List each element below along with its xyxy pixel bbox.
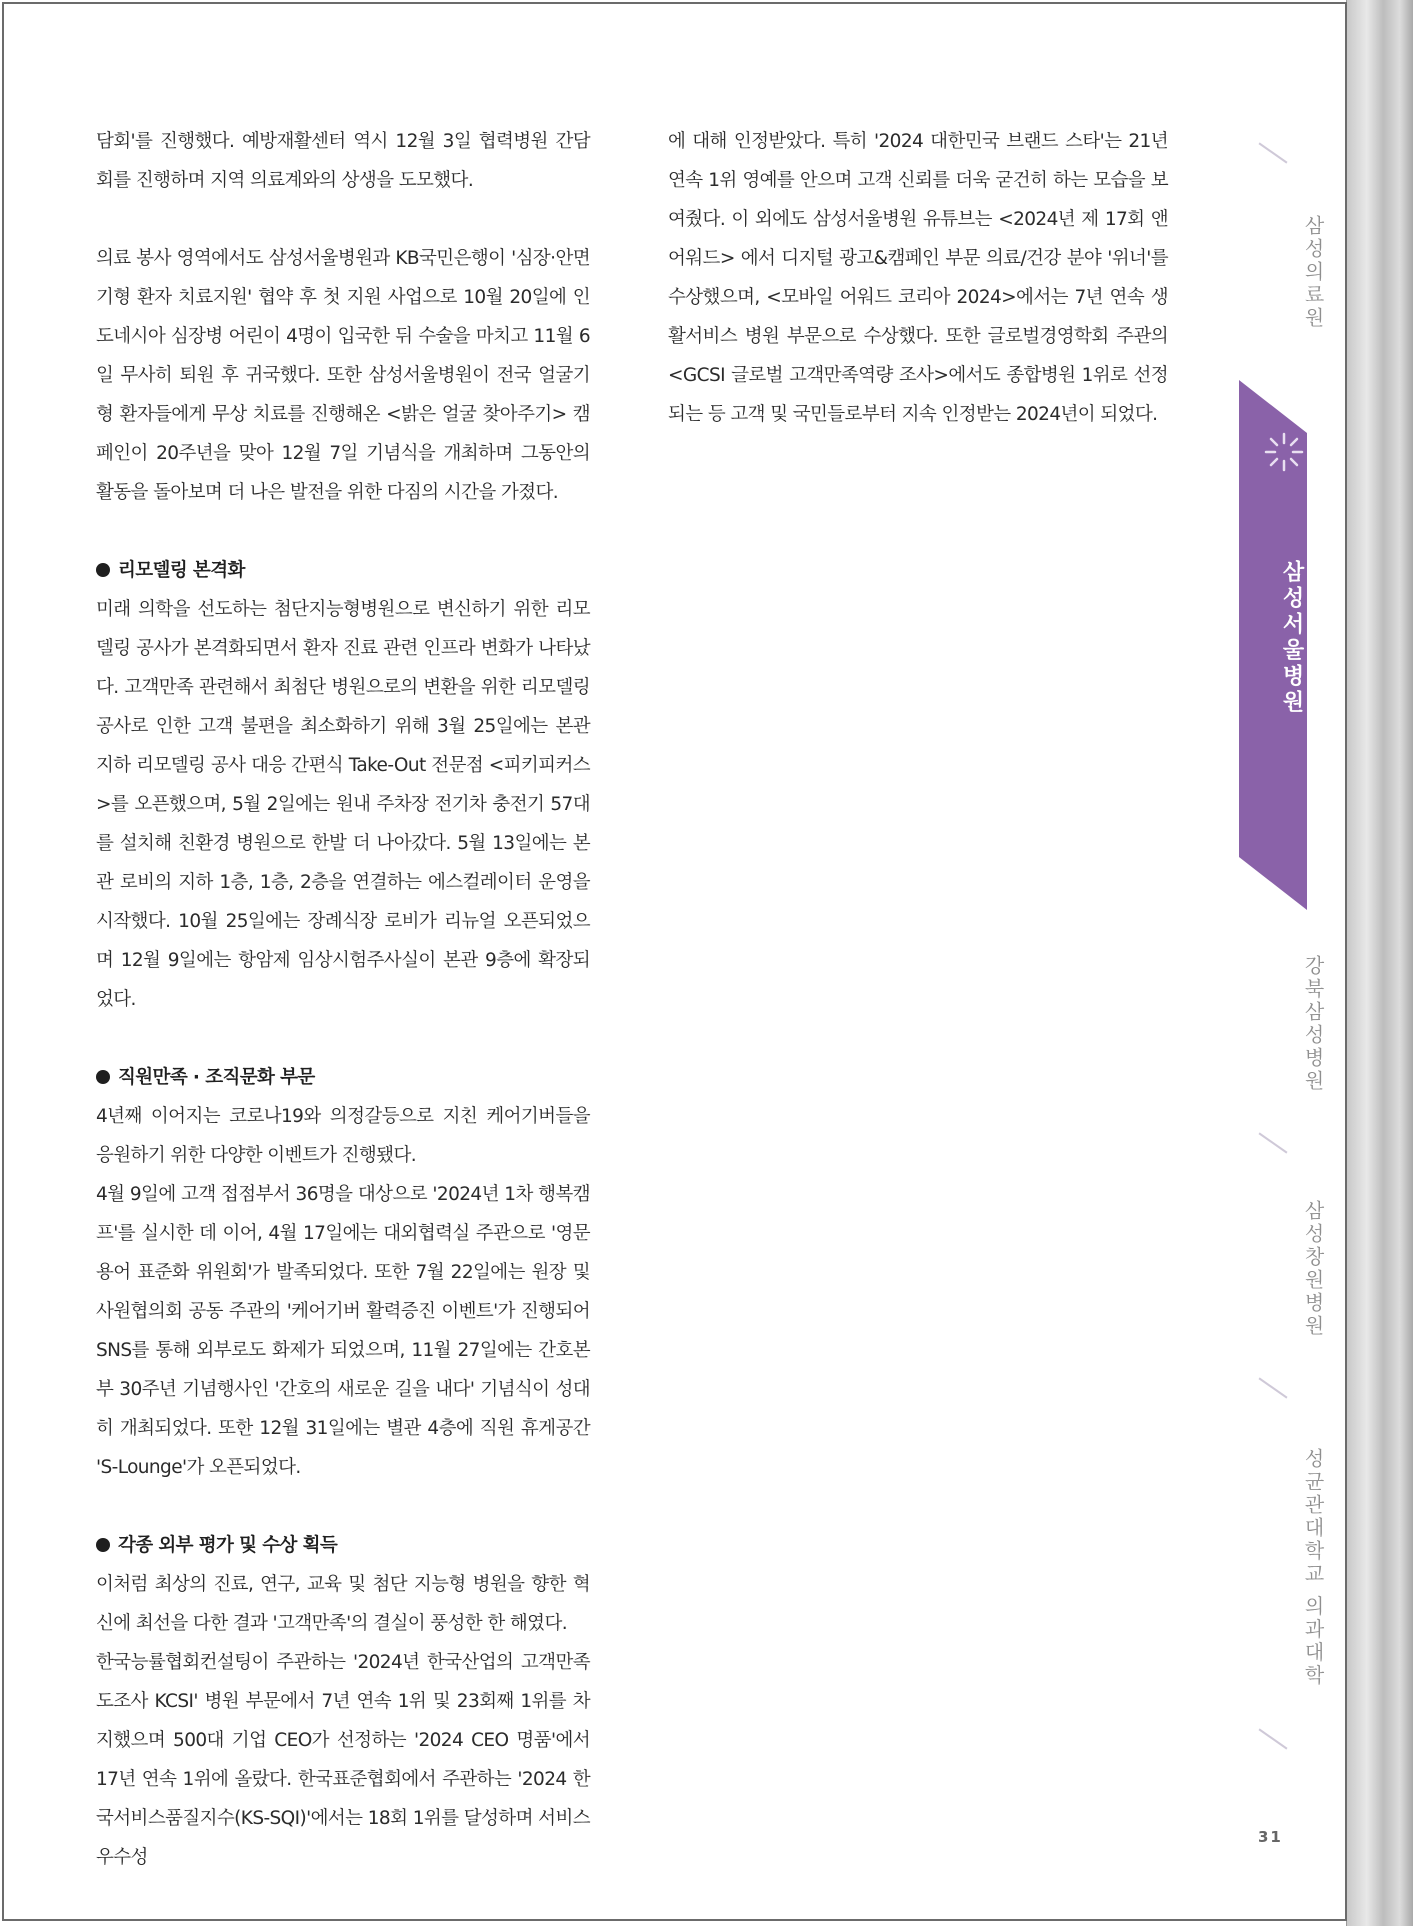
left-column bbox=[96, 122, 590, 1877]
section-heading: 각종 외부 평가 및 수상 획득 bbox=[96, 1526, 590, 1565]
book-page-edge bbox=[1346, 0, 1413, 1926]
bullet-icon bbox=[96, 1070, 110, 1084]
bullet-icon bbox=[96, 563, 110, 577]
tab-samsung-changwon-hospital[interactable]: 삼성창원병원 bbox=[1301, 1200, 1325, 1338]
bullet-icon bbox=[96, 1538, 110, 1552]
right-column bbox=[668, 122, 1168, 434]
section-heading: 리모델링 본격화 bbox=[96, 551, 590, 590]
paragraph: 4월 9일에 고객 접점부서 36명을 대상으로 '2024년 1차 행복캠프'를 실시한 데 이어, 4월 17일에는 대외협력실 주관으로 '영문용어 표준화 위원회'가 발족되었다. 또한 7월 22일에는 원장 및 사원협의회 공동 주관의 '케어기버 활력증진 이벤트'가 진행되어 SNS를 통해 외부로도 화제가 되었으며, 11월 27일에는 간호본부 30주년 기념행사인 '간호의 새로운 길을 내다' 기념식이 성대히 개최되었다. 또한 12월 31일에는 별관 4층에 직원 휴게공간 'S-Lounge'가 오픈되었다. bbox=[96, 1184, 590, 1478]
paragraph: 의료 봉사 영역에서도 삼성서울병원과 KB국민은행이 '심장·안면기형 환자 치료지원' 협약 후 첫 지원 사업으로 10월 20일에 인도네시아 심장병 어린이 4명이 입국한 뒤 수술을 마치고 11월 6일 무사히 퇴원 후 귀국했다. 또한 삼성서울병원이 전국 얼굴기형 환자들에게 무상 치료를 진행해온 <밝은 얼굴 찾아주기> 캠페인이 20주년을 맞아 12월 7일 기념식을 개최하며 그동안의 활동을 돌아보며 더 나은 발전을 위한 다짐의 시간을 가졌다. bbox=[96, 248, 590, 503]
tab-samsung-medical-center[interactable]: 삼성의료원 bbox=[1301, 215, 1325, 330]
page-number: 31 bbox=[1258, 1828, 1283, 1846]
tab-skku-medicine[interactable]: 성균관대학교 의과대학 bbox=[1301, 1448, 1325, 1688]
tab-kangbuk-samsung-hospital[interactable]: 강북삼성병원 bbox=[1301, 955, 1325, 1093]
paragraph: 에 대해 인정받았다. 특히 '2024 대한민국 브랜드 스타'는 21년 연속 1위 영예를 안으며 고객 신뢰를 더욱 굳건히 하는 모습을 보여줬다. 이 외에도 삼성서울병원 유튜브는 <2024년 제 17회 앤어워드> 에서 디지털 광고&캠페인 부문 의료/건강 분야 '위너'를 수상했으며, <모바일 어워드 코리아 2024>에서는 7년 연속 생활서비스 병원 부문으로 수상했다. 또한 글로벌경영학회 주관의 <GCSI 글로벌 고객만족역량 조사>에서도 종합병원 1위로 선정되는 등 고객 및 국민들로부터 지속 인정받는 2024년이 되었다. bbox=[668, 131, 1168, 425]
paragraph: 미래 의학을 선도하는 첨단지능형병원으로 변신하기 위한 리모델링 공사가 본격화되면서 환자 진료 관련 인프라 변화가 나타났다. 고객만족 관련해서 최첨단 병원으로의 변환을 위한 리모델링 공사로 인한 고객 불편을 최소화하기 위해 3월 25일에는 본관 지하 리모델링 공사 대응 간편식 Take-Out 전문점 <피키피커스>를 오픈했으며, 5월 2일에는 원내 주차장 전기차 충전기 57대를 설치해 친환경 병원으로 한발 더 나아갔다. 5월 13일에는 본관 로비의 지하 1층, 1층, 2층을 연결하는 에스컬레이터 운영을 시작했다. 10월 25일에는 장례식장 로비가 리뉴얼 오픈되었으며 12월 9일에는 항암제 임상시험주사실이 본관 9층에 확장되었다. bbox=[96, 599, 591, 1010]
paragraph: 담회'를 진행했다. 예방재활센터 역시 12월 3일 협력병원 간담회를 진행하며 지역 의료계와의 상생을 도모했다. bbox=[96, 131, 590, 191]
paragraph: 한국능률협회컨설팅이 주관하는 '2024년 한국산업의 고객만족도조사 KCSI' 병원 부문에서 7년 연속 1위 및 23회째 1위를 차지했으며 500대 기업 CEO가 선정하는 '2024 CEO 명품'에서 17년 연속 1위에 올랐다. 한국표준협회에서 주관하는 '2024 한국서비스품질지수(KS-SQI)'에서는 18회 1위를 달성하며 서비스 우수성 bbox=[96, 1652, 590, 1868]
tab-samsung-seoul-hospital-label: 삼성서울병원 bbox=[1279, 560, 1304, 716]
paragraph: 4년째 이어지는 코로나19와 의정갈등으로 지친 케어기버들을 응원하기 위한 다양한 이벤트가 진행됐다. bbox=[96, 1106, 590, 1166]
section-heading: 직원만족 · 조직문화 부문 bbox=[96, 1058, 590, 1097]
paragraph: 이처럼 최상의 진료, 연구, 교육 및 첨단 지능형 병원을 향한 혁신에 최선을 다한 결과 '고객만족'의 결실이 풍성한 한 해였다. bbox=[96, 1574, 590, 1634]
sparkle-icon bbox=[1262, 430, 1306, 474]
